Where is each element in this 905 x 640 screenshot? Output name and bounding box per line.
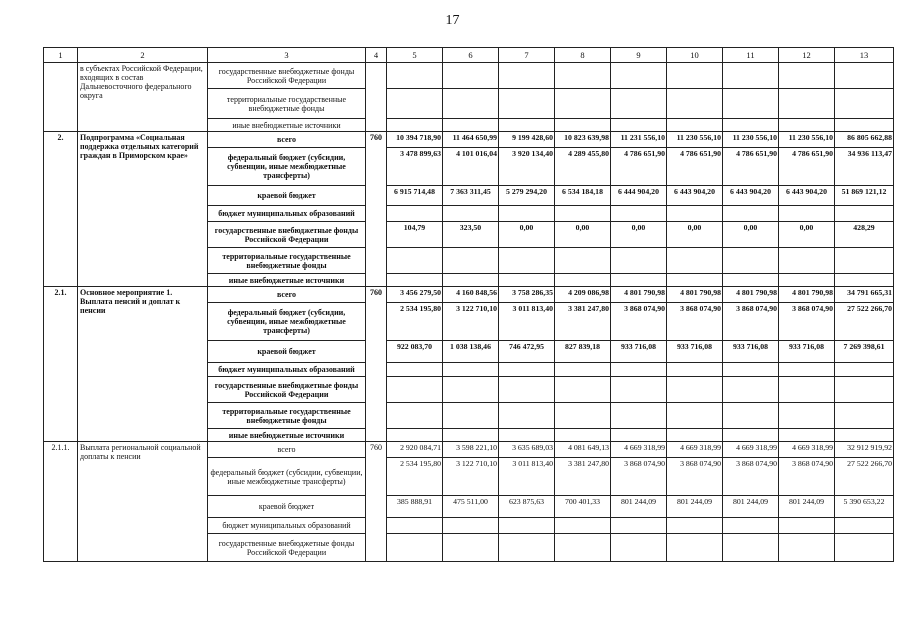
value-cell: 2 534 195,80: [387, 303, 443, 341]
value-cell: [443, 534, 499, 562]
value-cell: 827 839,18: [555, 341, 611, 363]
funding-source-cell: территориальные государственные внебюджетные фонды: [208, 89, 366, 119]
value-cell: 3 868 074,90: [779, 458, 835, 496]
value-cell: [443, 248, 499, 274]
value-cell: [723, 206, 779, 222]
value-cell: 4 209 086,98: [555, 287, 611, 303]
value-cell: 3 868 074,90: [611, 458, 667, 496]
funding-source-cell: государственные внебюджетные фонды Российской Федерации: [208, 222, 366, 248]
funding-source-cell: краевой бюджет: [208, 186, 366, 206]
value-cell: 6 443 904,20: [723, 186, 779, 206]
value-cell: [779, 206, 835, 222]
value-cell: [667, 89, 723, 119]
value-cell: [555, 534, 611, 562]
value-cell: 2 534 195,80: [387, 458, 443, 496]
value-cell: 0,00: [611, 222, 667, 248]
value-cell: [387, 429, 443, 442]
value-cell: [387, 377, 443, 403]
header-cell: 6: [443, 48, 499, 63]
value-cell: [555, 403, 611, 429]
value-cell: 11 464 650,99: [443, 132, 499, 148]
value-cell: [555, 89, 611, 119]
table-row: [44, 132, 894, 148]
row-code-cell: 2.1.: [44, 287, 78, 442]
value-cell: 4 801 790,98: [667, 287, 723, 303]
value-cell: [555, 274, 611, 287]
row-code-cell: 2.: [44, 132, 78, 287]
value-cell: [555, 119, 611, 132]
funding-source-cell: федеральный бюджет (субсидии, субвенции, иные межбюджетные трансферты): [208, 303, 366, 341]
value-cell: 3 758 286,35: [499, 287, 555, 303]
value-cell: [499, 363, 555, 377]
value-cell: 0,00: [779, 222, 835, 248]
funding-source-cell: государственные внебюджетные фонды Российской Федерации: [208, 534, 366, 562]
value-cell: [611, 248, 667, 274]
value-cell: 3 011 813,40: [499, 303, 555, 341]
value-cell: 86 805 662,88: [835, 132, 894, 148]
value-cell: 4 786 651,90: [779, 148, 835, 186]
row-code-cell: 2.1.1.: [44, 442, 78, 562]
value-cell: 3 868 074,90: [723, 458, 779, 496]
value-cell: [387, 206, 443, 222]
value-cell: [835, 518, 894, 534]
value-cell: [387, 248, 443, 274]
value-cell: 9 199 428,60: [499, 132, 555, 148]
value-cell: 922 083,70: [387, 341, 443, 363]
value-cell: 27 522 266,70: [835, 458, 894, 496]
value-cell: [723, 518, 779, 534]
value-cell: [499, 206, 555, 222]
value-cell: [779, 403, 835, 429]
value-cell: [723, 377, 779, 403]
value-cell: [611, 534, 667, 562]
value-cell: [835, 274, 894, 287]
value-cell: 4 801 790,98: [779, 287, 835, 303]
value-cell: [499, 429, 555, 442]
value-cell: 933 716,08: [723, 341, 779, 363]
value-cell: [835, 377, 894, 403]
value-cell: 51 869 121,12: [835, 186, 894, 206]
funding-source-cell: государственные внебюджетные фонды Российской Федерации: [208, 63, 366, 89]
value-cell: 4 101 016,04: [443, 148, 499, 186]
row-code-cell: [44, 63, 78, 132]
value-cell: 0,00: [555, 222, 611, 248]
row-name-cell: Подпрограмма «Социальная поддержка отдельных категорий граждан в Приморском крае»: [78, 132, 208, 287]
value-cell: 3 635 689,03: [499, 442, 555, 458]
value-cell: [443, 429, 499, 442]
value-cell: 4 081 649,13: [555, 442, 611, 458]
funding-source-cell: всего: [208, 287, 366, 303]
funding-source-cell: всего: [208, 442, 366, 458]
value-cell: [779, 534, 835, 562]
value-cell: [835, 534, 894, 562]
value-cell: 3 868 074,90: [723, 303, 779, 341]
value-cell: 3 456 279,50: [387, 287, 443, 303]
row-name-cell: Выплата региональной социальной доплаты к пенсии: [78, 442, 208, 562]
funding-source-cell: государственные внебюджетные фонды Российской Федерации: [208, 377, 366, 403]
value-cell: [779, 89, 835, 119]
value-cell: [387, 63, 443, 89]
value-cell: 11 230 556,10: [667, 132, 723, 148]
value-cell: 2 920 084,71: [387, 442, 443, 458]
value-cell: 801 244,09: [779, 496, 835, 518]
value-cell: [611, 206, 667, 222]
column4-cell: 760: [366, 442, 387, 562]
value-cell: 7 269 398,61: [835, 341, 894, 363]
value-cell: [835, 119, 894, 132]
value-cell: [779, 518, 835, 534]
value-cell: [611, 403, 667, 429]
value-cell: [611, 518, 667, 534]
funding-source-cell: бюджет муниципальных образований: [208, 206, 366, 222]
value-cell: 3 868 074,90: [667, 303, 723, 341]
value-cell: [835, 429, 894, 442]
value-cell: [611, 274, 667, 287]
funding-source-cell: иные внебюджетные источники: [208, 119, 366, 132]
value-cell: [443, 206, 499, 222]
value-cell: 428,29: [835, 222, 894, 248]
value-cell: 27 522 266,70: [835, 303, 894, 341]
value-cell: 3 122 710,10: [443, 303, 499, 341]
value-cell: [723, 89, 779, 119]
value-cell: 0,00: [667, 222, 723, 248]
funding-source-cell: территориальные государственные внебюджетные фонды: [208, 403, 366, 429]
value-cell: 4 669 318,99: [779, 442, 835, 458]
value-cell: 746 472,95: [499, 341, 555, 363]
funding-source-cell: краевой бюджет: [208, 496, 366, 518]
value-cell: 4 801 790,98: [723, 287, 779, 303]
header-cell: 3: [208, 48, 366, 63]
value-cell: 5 390 653,22: [835, 496, 894, 518]
value-cell: [555, 206, 611, 222]
value-cell: [723, 534, 779, 562]
value-cell: [443, 518, 499, 534]
value-cell: 34 791 665,31: [835, 287, 894, 303]
value-cell: [779, 274, 835, 287]
value-cell: [555, 377, 611, 403]
value-cell: 623 875,63: [499, 496, 555, 518]
value-cell: [443, 63, 499, 89]
value-cell: [723, 274, 779, 287]
row-name-cell: Основное мероприятие 1. Выплата пенсий и доплат к пенсии: [78, 287, 208, 442]
funding-source-cell: федеральный бюджет (субсидии, субвенции, иные межбюджетные трансферты): [208, 458, 366, 496]
value-cell: [499, 274, 555, 287]
funding-source-cell: федеральный бюджет (субсидии, субвенции, иные межбюджетные трансферты): [208, 148, 366, 186]
value-cell: [443, 274, 499, 287]
value-cell: [723, 429, 779, 442]
value-cell: [499, 518, 555, 534]
value-cell: 0,00: [723, 222, 779, 248]
value-cell: 10 394 718,90: [387, 132, 443, 148]
value-cell: 4 669 318,99: [667, 442, 723, 458]
value-cell: 10 823 639,98: [555, 132, 611, 148]
value-cell: [779, 429, 835, 442]
value-cell: [835, 248, 894, 274]
value-cell: [555, 518, 611, 534]
value-cell: 104,79: [387, 222, 443, 248]
value-cell: 323,50: [443, 222, 499, 248]
value-cell: 475 511,00: [443, 496, 499, 518]
value-cell: 3 868 074,90: [611, 303, 667, 341]
value-cell: [835, 363, 894, 377]
value-cell: 3 381 247,80: [555, 303, 611, 341]
funding-source-cell: всего: [208, 132, 366, 148]
value-cell: [723, 63, 779, 89]
financing-table: [43, 47, 894, 562]
value-cell: [443, 119, 499, 132]
value-cell: [499, 119, 555, 132]
value-cell: [443, 403, 499, 429]
value-cell: [499, 534, 555, 562]
value-cell: [387, 119, 443, 132]
table-row: [44, 442, 894, 458]
value-cell: [387, 534, 443, 562]
value-cell: 11 231 556,10: [611, 132, 667, 148]
value-cell: 5 279 294,20: [499, 186, 555, 206]
value-cell: [667, 274, 723, 287]
value-cell: [611, 89, 667, 119]
funding-source-cell: краевой бюджет: [208, 341, 366, 363]
value-cell: 6 444 904,20: [611, 186, 667, 206]
value-cell: 3 920 134,40: [499, 148, 555, 186]
value-cell: [723, 363, 779, 377]
value-cell: [835, 206, 894, 222]
value-cell: 4 289 455,80: [555, 148, 611, 186]
value-cell: 3 868 074,90: [779, 303, 835, 341]
value-cell: [667, 248, 723, 274]
funding-source-cell: бюджет муниципальных образований: [208, 363, 366, 377]
value-cell: [667, 363, 723, 377]
value-cell: [611, 119, 667, 132]
value-cell: 6 443 904,20: [779, 186, 835, 206]
value-cell: 6 534 184,18: [555, 186, 611, 206]
value-cell: 3 598 221,10: [443, 442, 499, 458]
value-cell: 4 669 318,99: [611, 442, 667, 458]
header-cell: 1: [44, 48, 78, 63]
value-cell: [835, 403, 894, 429]
value-cell: 385 888,91: [387, 496, 443, 518]
value-cell: [443, 377, 499, 403]
value-cell: [723, 248, 779, 274]
value-cell: 3 011 813,40: [499, 458, 555, 496]
value-cell: 7 363 311,45: [443, 186, 499, 206]
value-cell: [387, 89, 443, 119]
value-cell: [667, 377, 723, 403]
value-cell: [779, 363, 835, 377]
column4-cell: 760: [366, 287, 387, 442]
value-cell: [667, 63, 723, 89]
value-cell: 4 160 848,56: [443, 287, 499, 303]
header-cell: 5: [387, 48, 443, 63]
value-cell: [555, 248, 611, 274]
value-cell: [555, 63, 611, 89]
funding-source-cell: иные внебюджетные источники: [208, 274, 366, 287]
value-cell: [443, 89, 499, 119]
table-row: [44, 287, 894, 303]
value-cell: 933 716,08: [667, 341, 723, 363]
column4-cell: 760: [366, 132, 387, 287]
value-cell: 6 443 904,20: [667, 186, 723, 206]
value-cell: [779, 248, 835, 274]
funding-source-cell: территориальные государственные внебюджетные фонды: [208, 248, 366, 274]
header-cell: 13: [835, 48, 894, 63]
value-cell: 34 936 113,47: [835, 148, 894, 186]
header-row: [44, 48, 894, 63]
header-cell: 2: [78, 48, 208, 63]
header-cell: 8: [555, 48, 611, 63]
value-cell: [779, 63, 835, 89]
value-cell: 4 786 651,90: [667, 148, 723, 186]
value-cell: [555, 363, 611, 377]
value-cell: [499, 377, 555, 403]
value-cell: [667, 206, 723, 222]
value-cell: [387, 518, 443, 534]
value-cell: 933 716,08: [779, 341, 835, 363]
value-cell: [779, 377, 835, 403]
value-cell: 32 912 919,92: [835, 442, 894, 458]
value-cell: 3 122 710,10: [443, 458, 499, 496]
value-cell: [723, 403, 779, 429]
column4-cell: [366, 63, 387, 132]
value-cell: 4 786 651,90: [611, 148, 667, 186]
value-cell: [499, 63, 555, 89]
value-cell: 4 801 790,98: [611, 287, 667, 303]
value-cell: 1 038 138,46: [443, 341, 499, 363]
value-cell: [667, 518, 723, 534]
value-cell: 11 230 556,10: [723, 132, 779, 148]
value-cell: 11 230 556,10: [779, 132, 835, 148]
value-cell: 3 868 074,90: [667, 458, 723, 496]
value-cell: [499, 403, 555, 429]
value-cell: 3 381 247,80: [555, 458, 611, 496]
value-cell: 700 401,33: [555, 496, 611, 518]
value-cell: 801 244,09: [723, 496, 779, 518]
header-cell: 10: [667, 48, 723, 63]
value-cell: [443, 363, 499, 377]
value-cell: [387, 403, 443, 429]
value-cell: [387, 274, 443, 287]
value-cell: [611, 429, 667, 442]
value-cell: 6 915 714,48: [387, 186, 443, 206]
header-cell: 12: [779, 48, 835, 63]
funding-source-cell: иные внебюджетные источники: [208, 429, 366, 442]
funding-source-cell: бюджет муниципальных образований: [208, 518, 366, 534]
row-name-cell: в субъектах Российской Федерации, входящих в состав Дальневосточного федерального округа: [78, 63, 208, 132]
value-cell: [667, 429, 723, 442]
value-cell: [723, 119, 779, 132]
table-row: [44, 63, 894, 89]
value-cell: [835, 63, 894, 89]
value-cell: 801 244,09: [611, 496, 667, 518]
value-cell: [667, 534, 723, 562]
header-cell: 9: [611, 48, 667, 63]
value-cell: 4 786 651,90: [723, 148, 779, 186]
value-cell: [499, 89, 555, 119]
value-cell: 801 244,09: [667, 496, 723, 518]
value-cell: [387, 363, 443, 377]
page-number: 17: [445, 13, 460, 28]
value-cell: 0,00: [499, 222, 555, 248]
value-cell: 3 478 899,63: [387, 148, 443, 186]
value-cell: [499, 248, 555, 274]
value-cell: [555, 429, 611, 442]
value-cell: [611, 363, 667, 377]
value-cell: [779, 119, 835, 132]
header-cell: 7: [499, 48, 555, 63]
value-cell: [667, 403, 723, 429]
value-cell: [667, 119, 723, 132]
value-cell: [611, 377, 667, 403]
header-cell: 4: [366, 48, 387, 63]
value-cell: [611, 63, 667, 89]
value-cell: 4 669 318,99: [723, 442, 779, 458]
value-cell: 933 716,08: [611, 341, 667, 363]
header-cell: 11: [723, 48, 779, 63]
value-cell: [835, 89, 894, 119]
